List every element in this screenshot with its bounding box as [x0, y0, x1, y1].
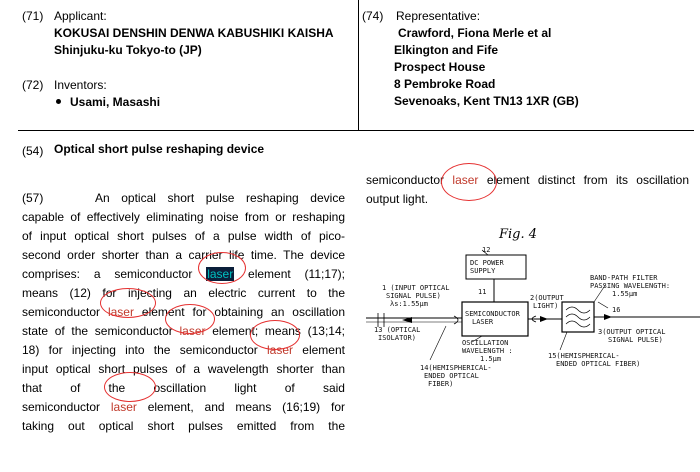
keyword-highlight[interactable]: laser [107, 305, 134, 319]
abstract-line: comprises: a semiconductor laser element (11;17); [22, 267, 346, 281]
figure-label: 1.55μm [612, 290, 638, 298]
inventors-label: Inventors: [54, 78, 107, 92]
abstract-line: semiconductor laser element distinct from its oscillation [366, 173, 689, 187]
figure-label: WAVELENGTH : [462, 347, 513, 355]
representative-line: Crawford, Fiona Merle et al [398, 26, 552, 40]
figure-label: 3(OUTPUT OPTICAL [598, 328, 666, 336]
header-divider-vertical [358, 0, 359, 130]
representative-line: Elkington and Fife [394, 43, 498, 57]
figure-label: BAND-PATH FILTER [590, 274, 658, 282]
figure-label: 16 [612, 306, 621, 314]
figure-label: SUPPLY [470, 267, 496, 275]
figure-label: ISOLATOR) [378, 334, 416, 342]
figure-label: 12 [482, 246, 491, 254]
figure-label: DC POWER [470, 259, 504, 267]
figure-label: λs:1.55μm [390, 300, 428, 308]
abstract-line: second order shorter than a carrier life time. The device [22, 248, 345, 262]
abstract-line: 18) for injecting into the semiconductor laser element [22, 343, 345, 357]
figure-label: SEMICONDUCTOR [465, 310, 520, 318]
abstract-continuation [366, 171, 689, 209]
figure-label: SIGNAL PULSE) [608, 336, 663, 344]
document-title: Optical short pulse reshaping device [54, 142, 265, 156]
header-divider-horizontal [18, 130, 694, 131]
highlight-ring [441, 163, 497, 201]
inventor-name: Usami, Masashi [70, 95, 161, 109]
highlight-ring [104, 372, 156, 402]
abstract-line: that of the oscillation light of said [22, 381, 345, 395]
figure-label: FIBER) [428, 380, 454, 388]
bullet-icon [56, 99, 61, 104]
keyword-highlight[interactable]: laser [110, 400, 137, 414]
inventors-code: (72) [22, 78, 44, 92]
abstract-line: output light. [366, 192, 429, 206]
representative-line: Prospect House [394, 60, 486, 74]
keyword-highlight[interactable]: laser [267, 343, 294, 357]
figure-label: 11 [478, 288, 487, 296]
figure-label: 1 (INPUT OPTICAL [382, 284, 450, 292]
applicant-name: KOKUSAI DENSHIN DENWA KABUSHIKI KAISHA [54, 26, 334, 40]
abstract-line: capable of effectively eliminating noise from or reshaping [22, 210, 345, 224]
representative-label: Representative: [396, 9, 481, 23]
highlight-ring [100, 288, 156, 318]
figure-label: 14(HEMISPHERICAL- [420, 364, 492, 372]
applicant-code: (71) [22, 9, 44, 23]
figure-label: LIGHT) [533, 302, 559, 310]
abstract-line: taking out optical short pulses emitted from the [22, 419, 345, 433]
abstract-code: (57) [22, 191, 44, 205]
title-code: (54) [22, 144, 44, 158]
figure-title: Fig. 4 [499, 227, 538, 242]
representative-code: (74) [362, 9, 384, 23]
abstract-line: of input optical short pulses of a pulse width of pico- [22, 229, 345, 243]
keyword-highlight[interactable]: laser [452, 173, 479, 187]
figure-label: 15(HEMISPHERICAL- [548, 352, 620, 360]
applicant-address: Shinjuku-ku Tokyo-to (JP) [54, 43, 202, 57]
abstract-line: semiconductor laser element, and means (16;19) for [22, 400, 345, 414]
figure-diagram [362, 240, 700, 400]
applicant-label: Applicant: [54, 9, 107, 23]
abstract-line: An optical short pulse reshaping device [95, 191, 345, 205]
figure-label: LASER [472, 318, 494, 326]
abstract-line: means (12) for injecting an electric current to the [22, 286, 345, 300]
highlight-ring [165, 304, 215, 334]
figure-label: 13 (OPTICAL [374, 326, 421, 334]
figure-label: 2(OUTPUT [530, 294, 564, 302]
keyword-highlight-selected[interactable]: laser [207, 267, 234, 281]
figure-label: 1.5μm [480, 355, 502, 363]
figure-label: ENDED OPTICAL FIBER) [556, 360, 641, 368]
abstract-line: input optical short pulses of a wavelength shorter than [22, 362, 345, 376]
representative-line: Sevenoaks, Kent TN13 1XR (GB) [394, 94, 579, 108]
highlight-ring [250, 320, 300, 350]
keyword-highlight[interactable]: laser [179, 324, 206, 338]
figure-label: OSCILLATION [462, 339, 509, 347]
figure-label: PASSING WAVELENGTH: [590, 282, 671, 290]
abstract-line: state of the semiconductor laser element; means (13;14; [22, 324, 345, 338]
figure-label: SIGNAL PULSE) [386, 292, 441, 300]
abstract-line: semiconductor laser element for obtaining an oscillation [22, 305, 345, 319]
representative-line: 8 Pembroke Road [394, 77, 496, 91]
highlight-ring [198, 252, 246, 284]
figure-label: ENDED OPTICAL [424, 372, 479, 380]
